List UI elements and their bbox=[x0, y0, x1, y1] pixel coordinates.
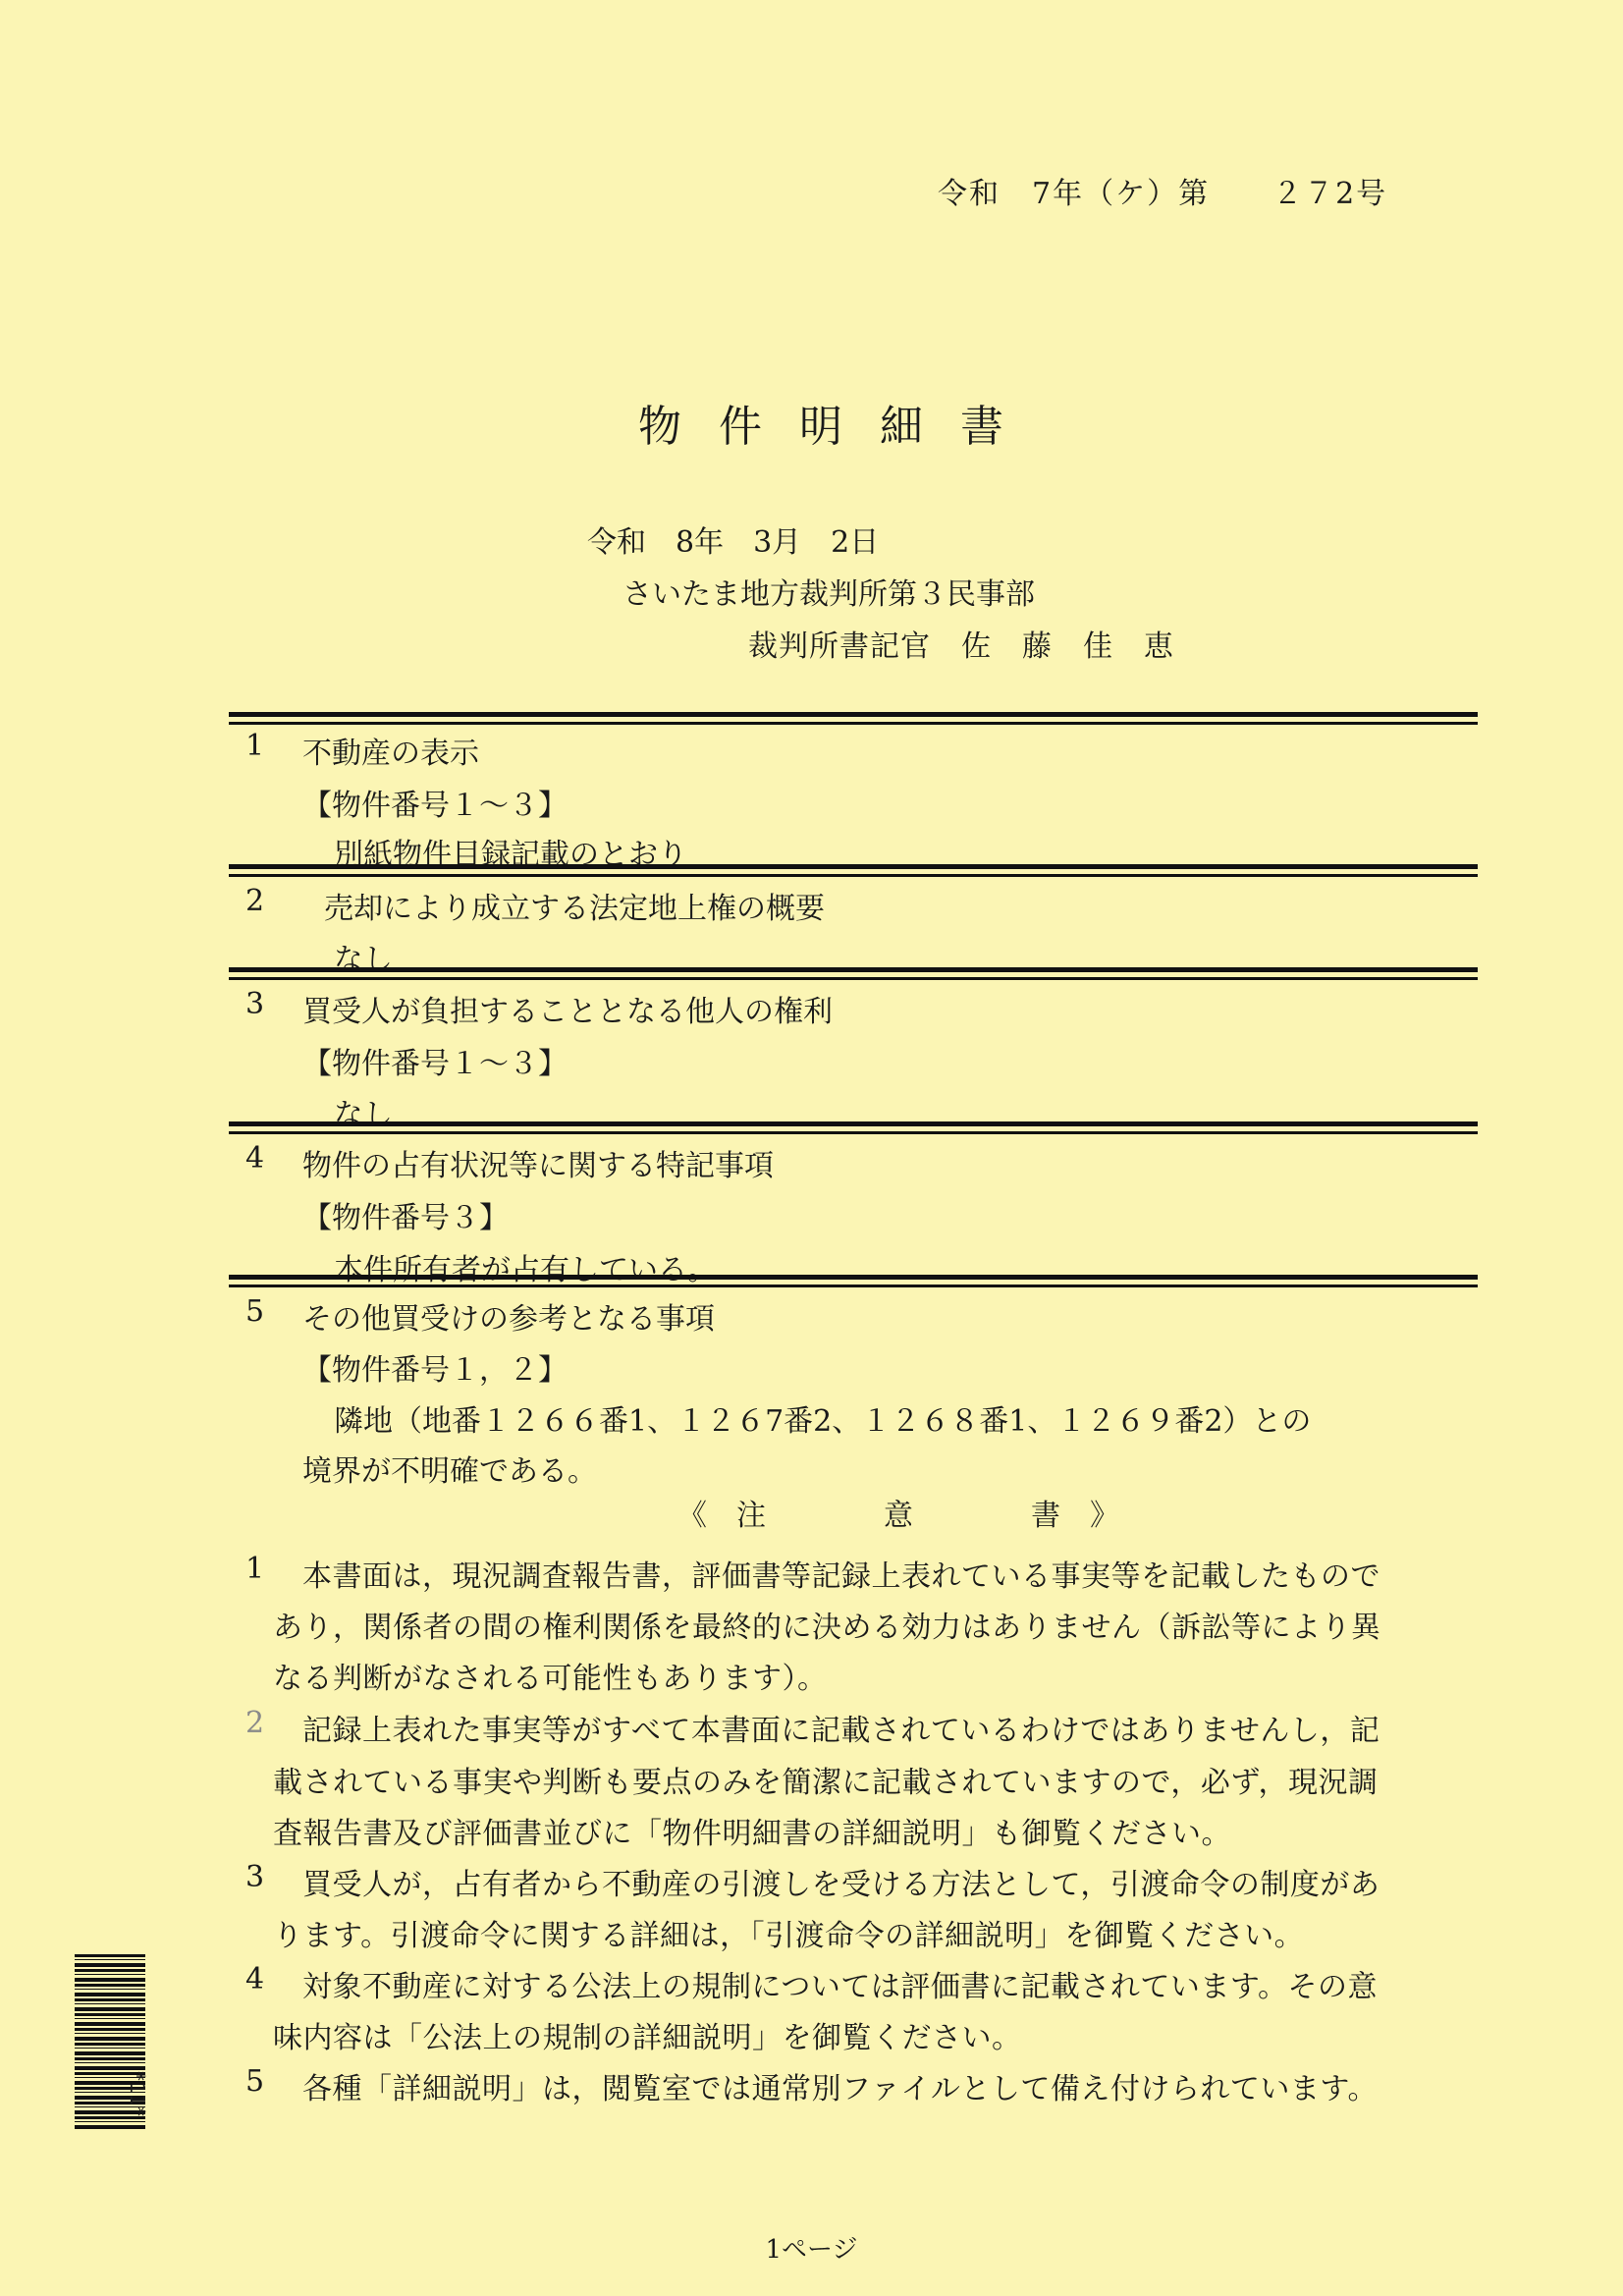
section-content: なし bbox=[334, 1098, 393, 1132]
section-divider bbox=[229, 1275, 1478, 1287]
section-content: 別紙物件目録記載のとおり bbox=[334, 838, 687, 872]
section-content: 隣地（地番１２６６番1、１２６7番2、１２６８番1、１２６９番2）との bbox=[334, 1404, 1312, 1439]
issue-date: 令和 8年 3月 2日 bbox=[587, 525, 880, 560]
section-heading: 売却により成立する法定地上権の概要 bbox=[324, 892, 825, 926]
section-heading: 物件の占有状況等に関する特記事項 bbox=[302, 1149, 774, 1183]
section-content: 本件所有者が占有している。 bbox=[334, 1253, 717, 1287]
property-number-label: 【物件番号１，２】 bbox=[302, 1353, 568, 1388]
note-number: 1 bbox=[245, 1552, 265, 1586]
document-title: 物件明細書 bbox=[638, 402, 1041, 452]
property-number-label: 【物件番号１～３】 bbox=[302, 789, 568, 823]
notes-title: 《 注 意 書 》 bbox=[677, 1499, 1119, 1533]
section-content: 境界が不明確である。 bbox=[302, 1454, 597, 1489]
note-line: なる判断がなされる可能性もあります）。 bbox=[273, 1662, 828, 1696]
barcode-label: *11* bbox=[126, 2070, 149, 2118]
note-line: 買受人が，占有者から不動産の引渡しを受ける方法として，引渡命令の制度があ bbox=[302, 1868, 1380, 1902]
section-heading: 不動産の表示 bbox=[302, 737, 479, 771]
note-line: 記録上表れた事実等がすべて本書面に記載されているわけではありませんし，記 bbox=[302, 1714, 1380, 1748]
court-name: さいたま地方裁判所第３民事部 bbox=[622, 577, 1035, 612]
note-number: 3 bbox=[245, 1860, 265, 1894]
note-line: ります。引渡命令に関する詳細は，「引渡命令の詳細説明」を御覧ください。 bbox=[273, 1919, 1305, 1953]
note-line: 各種「詳細説明」は，閲覧室では通常別ファイルとして備え付けられています。 bbox=[302, 2072, 1378, 2106]
case-number: 令和 7年（ケ）第 ２７2号 bbox=[938, 177, 1388, 211]
note-line: あり，関係者の間の権利関係を最終的に決める効力はありません（訴訟等により異 bbox=[273, 1611, 1381, 1645]
section-heading: その他買受けの参考となる事項 bbox=[302, 1302, 715, 1337]
clerk-name: 裁判所書記官 佐 藤 佳 恵 bbox=[748, 629, 1174, 664]
note-number: 2 bbox=[245, 1706, 265, 1740]
property-number-label: 【物件番号１～３】 bbox=[302, 1047, 568, 1081]
section-divider bbox=[229, 1121, 1478, 1134]
section-divider bbox=[229, 967, 1478, 980]
section-number: 3 bbox=[245, 987, 265, 1021]
property-number-label: 【物件番号３】 bbox=[302, 1201, 509, 1235]
note-line: 味内容は「公法上の規制の詳細説明」を御覧ください。 bbox=[273, 2021, 1022, 2055]
note-number: 4 bbox=[245, 1962, 265, 1996]
section-heading: 買受人が負担することとなる他人の権利 bbox=[302, 995, 833, 1029]
note-line: 本書面は，現況調査報告書，評価書等記録上表れている事実等を記載したもので bbox=[302, 1559, 1380, 1594]
section-divider bbox=[229, 864, 1478, 877]
section-content: なし bbox=[334, 943, 393, 977]
section-number: 5 bbox=[245, 1294, 265, 1329]
note-number: 5 bbox=[245, 2064, 265, 2099]
page-number: 1ページ bbox=[765, 2235, 858, 2265]
note-line: 対象不動産に対する公法上の規制については評価書に記載されています。その意 bbox=[302, 1970, 1378, 2004]
note-line: 載されている事実や判断も要点のみを簡潔に記載されていますので，必ず，現況調 bbox=[273, 1766, 1379, 1800]
section-number: 4 bbox=[245, 1141, 265, 1175]
note-line: 査報告書及び評価書並びに「物件明細書の詳細説明」も御覧ください。 bbox=[273, 1817, 1231, 1851]
section-divider bbox=[229, 712, 1478, 725]
section-number: 2 bbox=[245, 884, 265, 918]
section-number: 1 bbox=[245, 729, 265, 763]
